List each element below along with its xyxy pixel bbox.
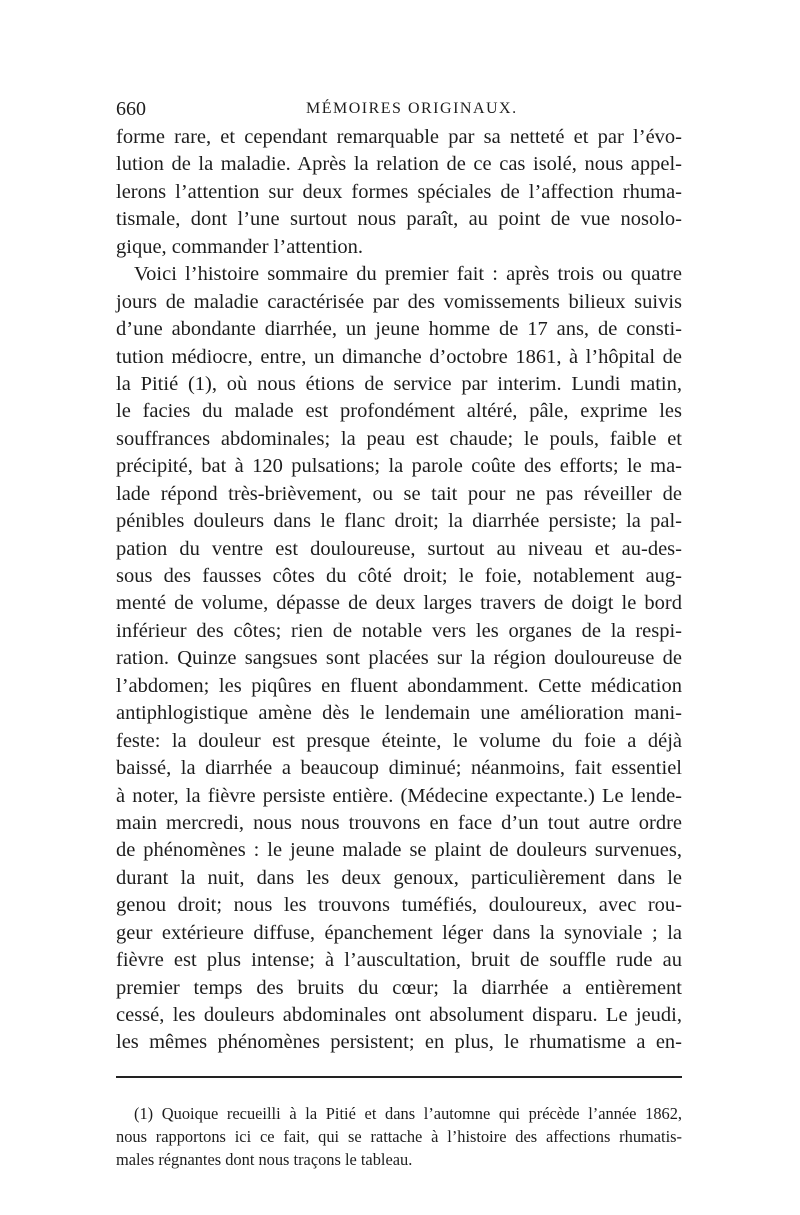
text-line: gique, commander l’attention. xyxy=(116,235,364,258)
text-line: Voici l’histoire sommaire du premier fait : après trois ou quatre xyxy=(134,263,682,286)
text-line: cessé, les douleurs abdominales ont absolument disparu. Le jeudi, xyxy=(116,1004,682,1026)
text-line: lerons l’attention sur deux formes spéciales de l’affection rhuma- xyxy=(116,180,682,203)
footnote-line: (1) Quoique recueilli à la Pitié et dans l’automne qui précède l’année 1862, xyxy=(134,1104,682,1123)
text-line: geur extérieure diffuse, épanchement léger dans la synoviale ; la xyxy=(116,921,682,944)
text-line: antiphlogistique amène dès le lendemain une amélioration mani- xyxy=(116,702,682,725)
text-line: précipité, bat à 120 pulsations; la parole coûte des efforts; le ma- xyxy=(116,455,682,478)
page-number: 660 xyxy=(116,98,146,120)
text-line: tution médiocre, entre, un dimanche d’octobre 1861, à l’hôpital de xyxy=(116,345,682,368)
text-line: jours de maladie caractérisée par des vomissements bilieux suivis xyxy=(116,290,682,313)
text-line: sous des fausses côtes du côté droit; le foie, notablement aug- xyxy=(116,565,682,587)
text-line: d’une abondante diarrhée, un jeune homme de 17 ans, de consti- xyxy=(116,318,682,341)
footnote xyxy=(116,1102,682,1171)
footnote-line: nous rapportons ici ce fait, qui se rattache à l’histoire des affections rhumatis- xyxy=(116,1127,682,1146)
text-line: pénibles douleurs dans le flanc droit; la diarrhée persiste; la pal- xyxy=(116,510,682,533)
text-line: inférieur des côtes; rien de notable vers les organes de la respi- xyxy=(116,619,682,642)
text-line: l’abdomen; les piqûres en fluent abondamment. Cette médication xyxy=(116,674,682,697)
text-line: tismale, dont l’une surtout nous paraît, au point de vue nosolo- xyxy=(116,208,682,231)
text-line: à noter, la fièvre persiste entière. (Médecine expectante.) Le lende- xyxy=(116,784,682,807)
text-line: baissé, la diarrhée a beaucoup diminué; néanmoins, fait essentiel xyxy=(116,757,682,780)
text-line: forme rare, et cependant remarquable par sa netteté et par l’évo- xyxy=(116,126,682,148)
text-line: les mêmes phénomènes persistent; en plus, le rhumatisme a en- xyxy=(116,1031,682,1054)
text-line: lution de la maladie. Après la relation de ce cas isolé, nous appel- xyxy=(116,153,682,176)
text-line: fièvre est plus intense; à l’auscultation, bruit de souffle rude au xyxy=(116,949,682,972)
running-title: MÉMOIRES ORIGINAUX. xyxy=(306,100,518,117)
text-line: premier temps des bruits du cœur; la diarrhée a entièrement xyxy=(116,976,682,999)
footnote-line: males régnantes dont nous traçons le tableau. xyxy=(116,1150,413,1169)
text-line: souffrances abdominales; la peau est chaude; le pouls, faible et xyxy=(116,427,682,450)
text-line: feste: la douleur est presque éteinte, le volume du foie a déjà xyxy=(116,729,682,752)
text-line: le facies du malade est profondément altéré, pâle, exprime les xyxy=(116,400,682,423)
text-line: genou droit; nous les trouvons tuméfiés, douloureux, avec rou- xyxy=(116,894,682,917)
text-line: durant la nuit, dans les deux genoux, particulièrement dans le xyxy=(116,866,682,889)
body-text xyxy=(116,124,682,1057)
text-line: pation du ventre est douloureuse, surtout au niveau et au-des- xyxy=(116,537,682,560)
text-line: lade répond très-brièvement, ou se tait pour ne pas réveiller de xyxy=(116,482,682,505)
text-line: menté de volume, dépasse de deux larges travers de doigt le bord xyxy=(116,592,682,615)
text-line: main mercredi, nous nous trouvons en face d’un tout autre ordre xyxy=(116,811,682,834)
text-line: la Pitié (1), où nous étions de service par interim. Lundi matin, xyxy=(116,372,682,395)
text-line: de phénomènes : le jeune malade se plaint de douleurs survenues, xyxy=(116,839,682,862)
text-line: ration. Quinze sangsues sont placées sur la région douloureuse de xyxy=(116,647,682,670)
footnote-rule xyxy=(116,1076,682,1078)
page-header xyxy=(116,96,682,122)
